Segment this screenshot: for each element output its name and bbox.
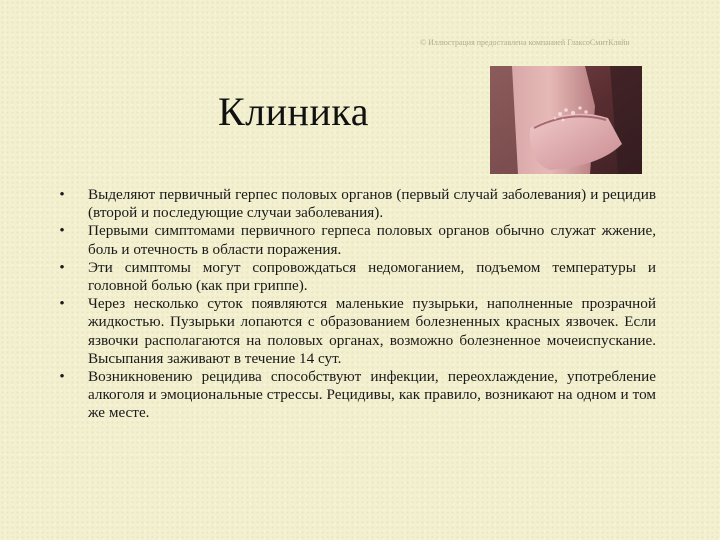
bullet-icon: • bbox=[59, 186, 65, 203]
bullet-text: Первыми симптомами первичного герпеса половых органов обычно служат жжение, боль и отечность в области поражения. bbox=[88, 222, 656, 258]
list-item bbox=[56, 259, 656, 295]
bullet-icon: • bbox=[59, 258, 65, 276]
clinical-photo bbox=[490, 66, 642, 174]
list-item bbox=[56, 295, 656, 368]
bullet-text: Через несколько суток появляются маленькие пузырьки, наполненные прозрачной жидкостью. Пузырьки лопаются с образованием болезненных красных язвочек. Если язвочки располагаются на половых органах, возможно болезненное мочеиспускание. Высыпания заживают в течение 14 сут. bbox=[88, 295, 656, 367]
bullet-text: Эти симптомы могут сопровождаться недомоганием, подъемом температуры и головной болью (как при гриппе). bbox=[88, 258, 656, 295]
list-item bbox=[56, 368, 656, 423]
bullet-text: Выделяют первичный герпес половых органов (первый случай заболевания) и рецидив (второй и последующие случаи заболевания). bbox=[88, 186, 656, 222]
bullet-text: Возникновению рецидива способствуют инфекции, переохлаждение, употребление алкоголя и эмоциональные стрессы. Рецидивы, как правило, возникают на одном и том же месте. bbox=[88, 368, 656, 422]
bullet-icon: • bbox=[59, 295, 65, 313]
slide-title: Клиника bbox=[218, 89, 369, 134]
clinical-photo-icon bbox=[490, 66, 642, 174]
image-credit: © Иллюстрация предоставлена компанией ГлаксоСмитКляйн bbox=[420, 38, 630, 47]
bullet-list bbox=[56, 186, 656, 423]
bullet-icon: • bbox=[59, 368, 65, 386]
bullet-icon: • bbox=[59, 222, 65, 240]
list-item bbox=[56, 222, 656, 258]
list-item bbox=[56, 186, 656, 222]
